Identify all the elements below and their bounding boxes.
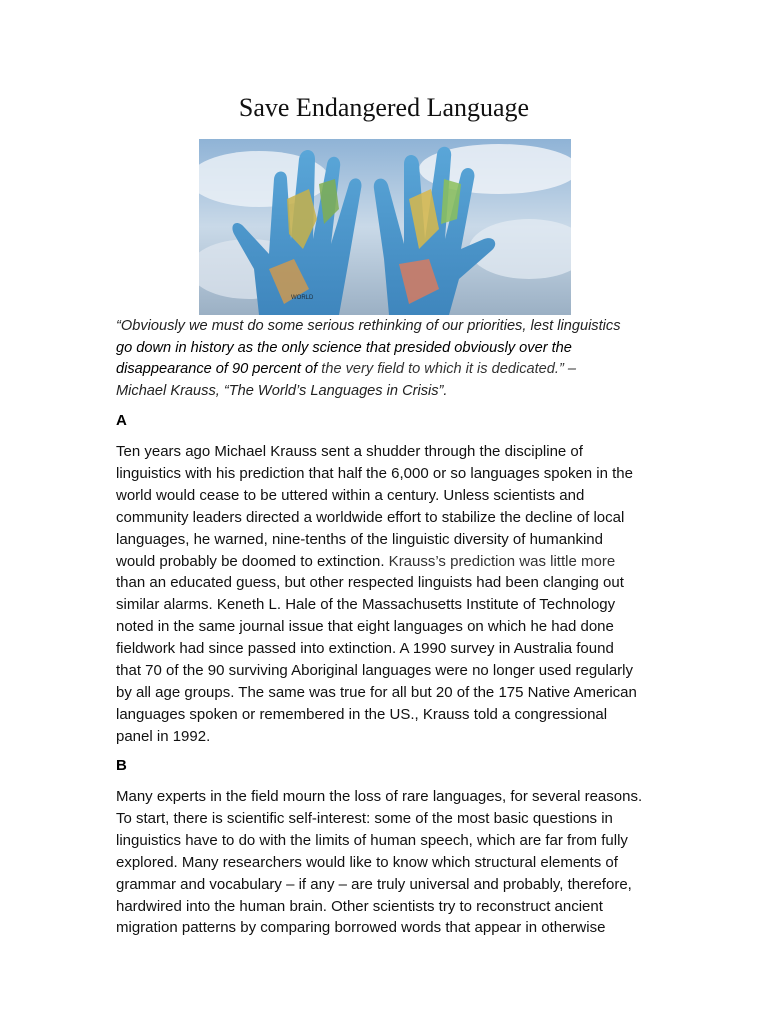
- paragraph-line: linguistics have to do with the limits of human speech, which are far from fully: [116, 831, 628, 849]
- paragraph-line: Many experts in the field mourn the loss of rare languages, for several reasons.: [116, 788, 643, 805]
- paragraph-line: migration patterns by comparing borrowed words that appear in otherwise: [116, 919, 606, 937]
- paragraph-line: hardwired into the human brain. Other scientists try to reconstruct ancient: [116, 897, 603, 915]
- paragraph-line: than an educated guess, but other respected linguists had been clanging out: [116, 574, 624, 592]
- quote-line: “Obviously we must do some serious rethinking of our priorities, lest linguistics: [116, 318, 621, 334]
- paragraph-line: linguistics with his prediction that half the 6,000 or so languages spoken in the: [116, 464, 633, 482]
- hands-world-map-graphic: [199, 139, 571, 315]
- paragraph-line: that 70 of the 90 surviving Aboriginal languages were no longer used regularly: [116, 662, 634, 680]
- paragraph-line: panel in 1992.: [116, 727, 211, 745]
- quote-fragment: disappearance of 90 percent of: [116, 361, 318, 378]
- paragraph-line: community leaders directed a worldwide effort to stabilize the decline of local: [116, 508, 625, 526]
- paragraph-line: by all age groups. The same was true for all but 20 of the 175 Native American: [116, 683, 637, 701]
- quote-line: go down in history as the only science that presided obviously over the: [116, 339, 572, 356]
- paragraph-line: languages, he warned, nine-tenths of the linguistic diversity of humankind: [116, 530, 603, 548]
- section-a-paragraph: [116, 441, 661, 748]
- quote-attribution: Michael Krauss, “The World’s Languages in Crisis”.: [116, 383, 448, 400]
- paragraph-fragment: Krauss’s prediction was little more: [384, 552, 616, 570]
- epigraph-quote: [116, 316, 661, 403]
- quote-line: [116, 359, 661, 381]
- paragraph-line: To start, there is scientific self-interest: some of the most basic questions in: [116, 809, 613, 827]
- section-letter-b: B: [116, 757, 127, 774]
- paragraph-line: grammar and vocabulary – if any – are truly universal and probably, therefore,: [116, 875, 632, 893]
- paragraph-line: explored. Many researchers would like to know which structural elements of: [116, 853, 618, 871]
- paragraph-line: noted in the same journal issue that eight languages on which he had done: [116, 618, 614, 636]
- world-label: WORLD: [291, 295, 314, 301]
- paragraph-line: fieldwork had since passed into extinction. A 1990 survey in Australia found: [116, 640, 614, 658]
- paragraph-line: similar alarms. Keneth L. Hale of the Massachusetts Institute of Technology: [116, 596, 616, 614]
- hands-world-map-image: [199, 139, 571, 315]
- paragraph-line: Ten years ago Michael Krauss sent a shudder through the discipline of: [116, 443, 583, 460]
- quote-fragment: the very field to which it is dedicated.” –: [317, 361, 576, 378]
- paragraph-line: [116, 551, 661, 573]
- paragraph-line: languages spoken or remembered in the US., Krauss told a congressional: [116, 705, 608, 723]
- section-b-paragraph: [116, 786, 661, 939]
- section-letter-a: A: [116, 412, 127, 429]
- paragraph-fragment: would probably be doomed to extinction.: [116, 552, 385, 570]
- paragraph-line: world would cease to be uttered within a century. Unless scientists and: [116, 486, 585, 504]
- document-title: Save Endangered Language: [238, 93, 530, 122]
